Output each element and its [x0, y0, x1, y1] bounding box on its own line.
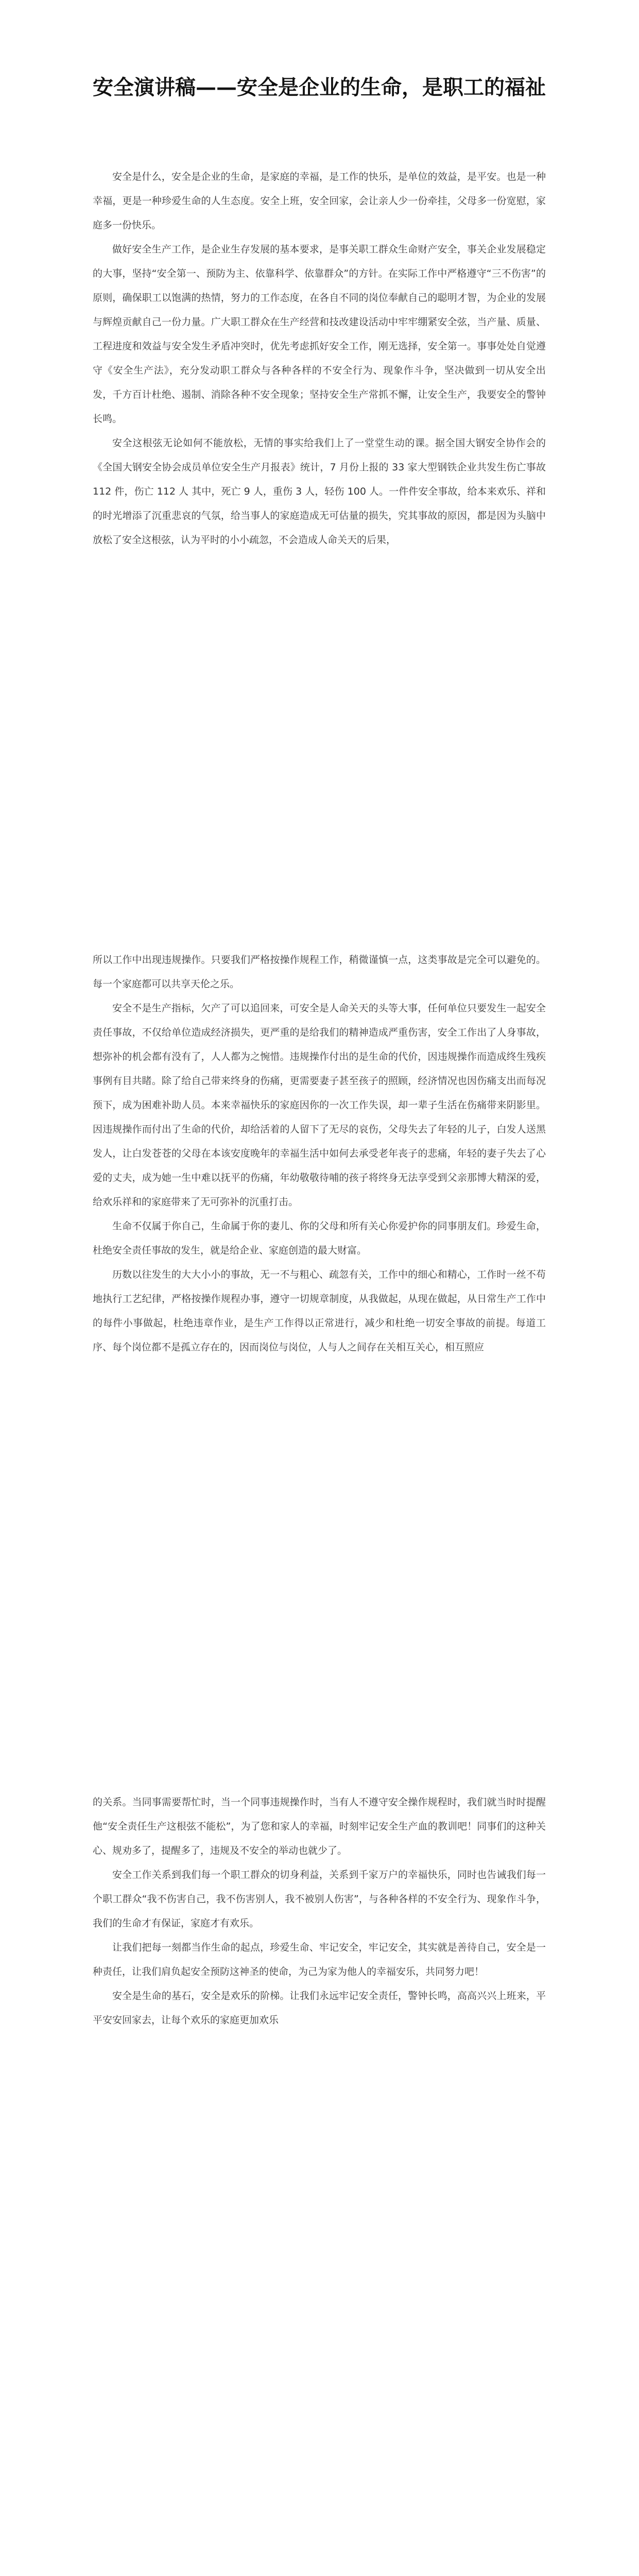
paragraph: 安全是什么，安全是企业的生命，是家庭的幸福，是工作的快乐，是单位的效益，是平安。也是一种幸福，更是一种珍爱生命的人生态度。安全上班，安全回家，会让亲人少一份牵挂，父母多一份宽慰，家庭多一份快乐。 — [93, 171, 546, 231]
paragraph: 安全不是生产指标，欠产了可以追回来，可安全是人命关天的头等大事，任何单位只要发生一起安全责任事故，不仅给单位造成经济损失，更严重的是给我们的精神造成严重伤害，安全工作出了人身事故，想弥补的机会都有没有了，人人都为之惋惜。违规操作付出的是生命的代价，因违规操作而造成终生残疾事例有目共睹。除了给自己带来终身的伤痛，更需要妻子甚至孩子的照顾，经济情况也因伤痛支出而每况预下，成为困难补助人员。本来幸福快乐的家庭因你的一次工作失误，却一辈子生活在伤痛带来阴影里。因违规操作而付出了生命的代价，却给活着的人留下了无尽的哀伤，父母失去了年轻的儿子，白发人送黑发人，让白发苍苍的父母在本该安度晚年的幸福生活中如何去承受老年丧子的悲痛，年轻的妻子失去了心爱的丈夫，成为她一生中难以抚平的伤痛，年幼敬敬待哺的孩子将终身无法享受到父亲那博大精深的爱，给欢乐祥和的家庭带来了无可弥补的沉重打击。 — [93, 1003, 546, 1208]
document-title: 安全演讲稿——安全是企业的生命，是职工的福祉 — [93, 75, 546, 99]
paragraph: 做好安全生产工作，是企业生存发展的基本要求，是事关职工群众生命财产安全，事关企业发展稳定的大事，坚持“安全第一、预防为主、依靠科学、依靠群众”的方针。在实际工作中严格遵守“三不伤害”的原则，确保职工以饱满的热情，努力的工作态度，在各自不同的岗位奉献自己的聪明才智，为企业的发展与辉煌贡献自己一份力量。广大职工群众在生产经营和技改建设活动中牢牢绷紧安全弦，当产量、质量、工程进度和效益与安全发生矛盾冲突时，优先考虑抓好安全工作，刚无选择，安全第一。事事处处自觉遵守《安全生产法》，充分发动职工群众与各种各样的不安全行为、现象作斗争，坚决做到一切从安全出发，千方百计杜绝、遏制、消除各种不安全现象；坚持安全生产常抓不懈，让安全生产，我要安全的警钟长鸣。 — [93, 244, 546, 425]
paragraph: 生命不仅属于你自己，生命属于你的妻儿、你的父母和所有关心你爱护你的同事朋友们。珍爱生命，杜绝安全责任事故的发生，就是给企业、家庭创造的最大财富。 — [93, 1221, 546, 1256]
paragraph: 安全工作关系到我们每一个职工群众的切身利益，关系到千家万户的幸福快乐，同时也告诫我们每一个职工群众“我不伤害自己，我不伤害别人，我不被别人伤害”，与各种各样的不安全行为、现象作斗争，我们的生命才有保证，家庭才有欢乐。 — [93, 1869, 546, 1929]
paragraph-continuation: 的关系。当同事需要帮忙时，当一个同事违规操作时，当有人不遵守安全操作规程时，我们就当时时提醒他“安全责任生产这根弦不能松”，为了您和家人的幸福，时刻牢记安全生产血的教训吧！同事们的这种关心、规劝多了，提醒多了，违规及不安全的举动也就少了。 — [93, 1797, 546, 1856]
body-section-1 — [93, 165, 546, 552]
paragraph-continuation: 所以工作中出现违规操作。只要我们严格按操作规程工作，稍微谨慎一点，这类事故是完全可以避免的。每一个家庭都可以共享天伦之乐。 — [93, 954, 546, 990]
paragraph: 安全是生命的基石，安全是欢乐的阶梯。让我们永远牢记安全责任，警钟长鸣，高高兴兴上班来，平平安安回家去，让每个欢乐的家庭更加欢乐 — [93, 1990, 546, 2026]
paragraph: 让我们把每一刻都当作生命的起点，珍爱生命、牢记安全，牢记安全，其实就是善待自己，安全是一种责任，让我们肩负起安全预防这神圣的使命，为己为家为他人的幸福安乐，共同努力吧！ — [93, 1942, 546, 1977]
body-section-2 — [93, 948, 546, 1360]
body-section-3 — [93, 1790, 546, 2032]
paragraph: 安全这根弦无论如何不能放松，无情的事实给我们上了一堂堂生动的课。据全国大钢安全协作会的《全国大钢安全协会成员单位安全生产月报表》统计，7 月份上报的 33 家大型钢铁企业共发生伤亡事故 112 件，伤亡 112 人 其中，死亡 9 人，重伤 3 人，轻伤 100 人。一件件安全事故，给本来欢乐、祥和的时光增添了沉重悲哀的气氛，给当事人的家庭造成无可估量的损失，究其事故的原因，都是因为头脑中放松了安全这根弦，认为平时的小小疏忽，不会造成人命关天的后果， — [93, 437, 546, 546]
paragraph: 历数以往发生的大大小小的事故，无一不与粗心、疏忽有关，工作中的细心和精心，工作时一丝不苟地执行工艺纪律，严格按操作规程办事，遵守一切规章制度，从我做起，从现在做起，从日常生产工作中的每件小事做起，杜绝违章作业，是生产工作得以正常进行，减少和杜绝一切安全事故的前提。每道工序、每个岗位都不是孤立存在的，因而岗位与岗位，人与人之间存在关相互关心，相互照应 — [93, 1269, 546, 1353]
